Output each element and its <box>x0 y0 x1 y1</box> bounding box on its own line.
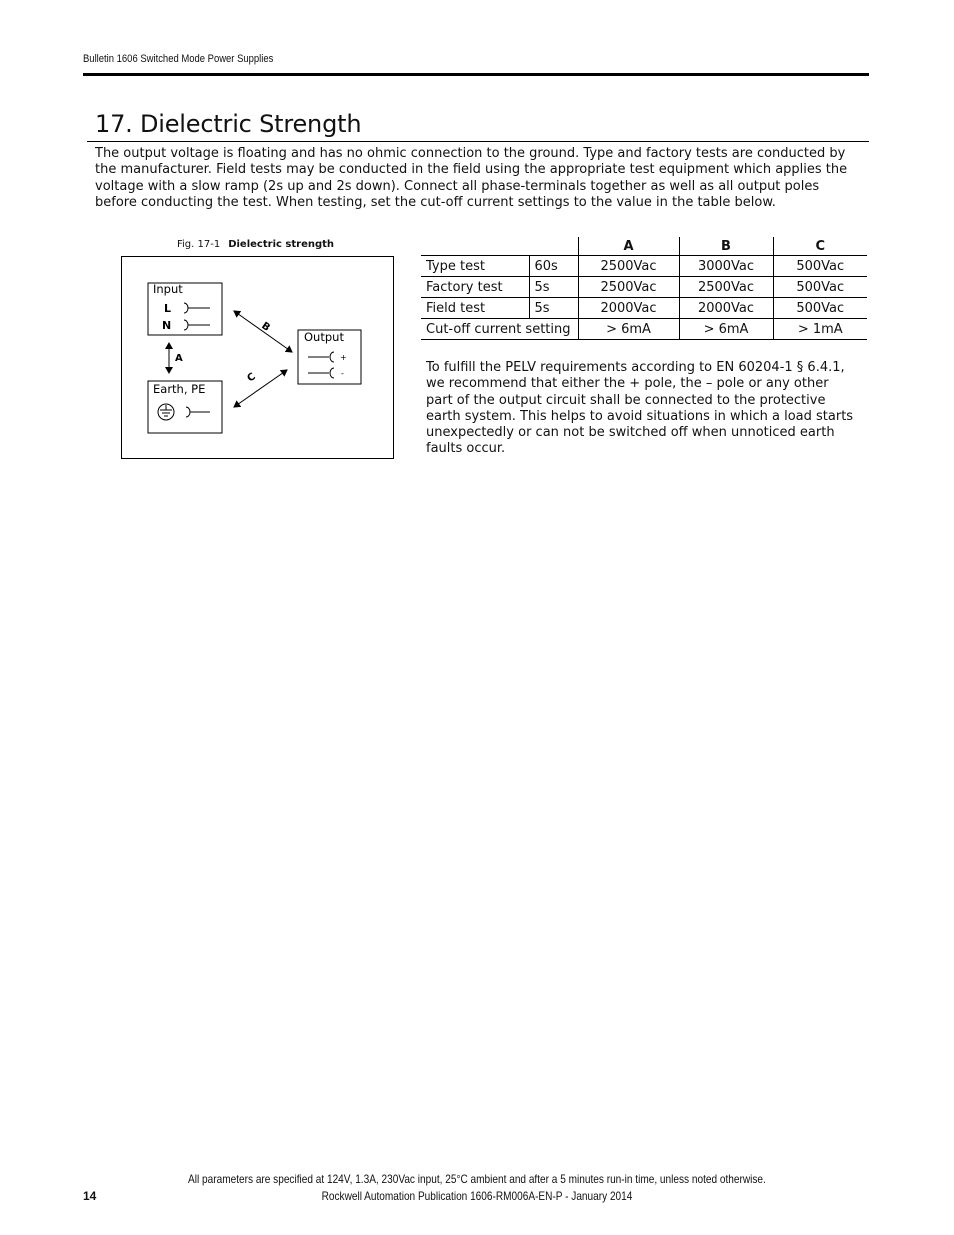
arrow-c-label: C <box>245 371 258 385</box>
table-row <box>421 298 867 319</box>
running-header: Bulletin 1606 Switched Mode Power Supplies <box>83 53 274 65</box>
header-rule <box>83 73 869 76</box>
figure-number: Fig. 17-1 <box>177 239 221 250</box>
arrow-b-label: B <box>259 320 272 334</box>
table-cell: Type test <box>421 256 529 277</box>
earth-ground-icon <box>158 404 174 420</box>
table-cell: 5s <box>529 298 578 319</box>
table-cell: Factory test <box>421 277 529 298</box>
table-cell: 500Vac <box>773 256 867 277</box>
arrow-a-label: A <box>175 353 183 364</box>
l-label: L <box>164 302 172 315</box>
footer-publication <box>0 1189 954 1203</box>
dielectric-table <box>421 237 867 340</box>
table-cell: Cut-off current setting <box>421 319 578 340</box>
diagram-svg <box>122 257 395 460</box>
table-cell: 2500Vac <box>578 256 679 277</box>
output-label: Output <box>304 330 344 344</box>
table-cell: 60s <box>529 256 578 277</box>
terminal-plus-icon <box>308 352 334 362</box>
terminal-pe-icon <box>186 407 210 417</box>
intro-paragraph: The output voltage is floating and has no ohmic connection to the ground. Type and factory tests are conducted by the manufacturer. Field tests may be conducted in the field using the appropriate test equipment which applies the voltage with a slow ramp (2s up and 2s down). Connect all phase-terminals together as well as all output poles before conducting the test. When testing, set the cut-off current settings to the value in the table below. <box>95 146 848 210</box>
arrow-c <box>234 370 287 407</box>
table-cell: 2000Vac <box>578 298 679 319</box>
page-number: 14 <box>83 1189 97 1203</box>
figure-caption <box>177 239 334 250</box>
table-cell: 3000Vac <box>679 256 773 277</box>
input-label: Input <box>153 282 183 296</box>
terminal-minus-icon <box>308 368 334 378</box>
minus-label: - <box>341 369 344 378</box>
table-cell: 2500Vac <box>578 277 679 298</box>
table-row <box>421 277 867 298</box>
table-cell: 2000Vac <box>679 298 773 319</box>
table-header-cell: B <box>679 237 773 256</box>
table-header-cell: A <box>578 237 679 256</box>
table-cell: 5s <box>529 277 578 298</box>
table-cell: > 6mA <box>578 319 679 340</box>
plus-label: + <box>340 353 347 362</box>
pelv-paragraph: To fulfill the PELV requirements according to EN 60204-1 § 6.4.1, we recommend that either the + pole, the – pole or any other part of the output circuit shall be connected to the protective earth system. This helps to avoid situations in which a load starts unexpectedly or can not be switched off when unnoticed earth faults occur. <box>426 360 854 457</box>
n-label: N <box>162 319 172 332</box>
figure-title: Dielectric strength <box>228 239 335 250</box>
terminal-l-icon <box>184 303 210 313</box>
footer-note <box>0 1172 954 1186</box>
table-header-cell <box>529 237 578 256</box>
table-cell: 500Vac <box>773 277 867 298</box>
table-header-cell: C <box>773 237 867 256</box>
table-header-cell <box>421 237 529 256</box>
table-header-row <box>421 237 867 256</box>
table-cell: 2500Vac <box>679 277 773 298</box>
dielectric-diagram <box>121 256 394 459</box>
table-cell: Field test <box>421 298 529 319</box>
table-cell: 500Vac <box>773 298 867 319</box>
table-row <box>421 319 867 340</box>
table-row <box>421 256 867 277</box>
footer-note-text: All parameters are specified at 124V, 1.3A, 230Vac input, 25°C ambient and after a 5 minutes run-in time, unless noted otherwise. <box>188 1172 766 1186</box>
table-cell: > 6mA <box>679 319 773 340</box>
table-cell: > 1mA <box>773 319 867 340</box>
title-rule <box>87 141 869 142</box>
earth-label: Earth, PE <box>153 382 206 396</box>
section-title: 17. Dielectric Strength <box>95 110 362 138</box>
footer-publication-text: Rockwell Automation Publication 1606-RM006A-EN-P - January 2014 <box>321 1189 633 1203</box>
terminal-n-icon <box>184 320 210 330</box>
